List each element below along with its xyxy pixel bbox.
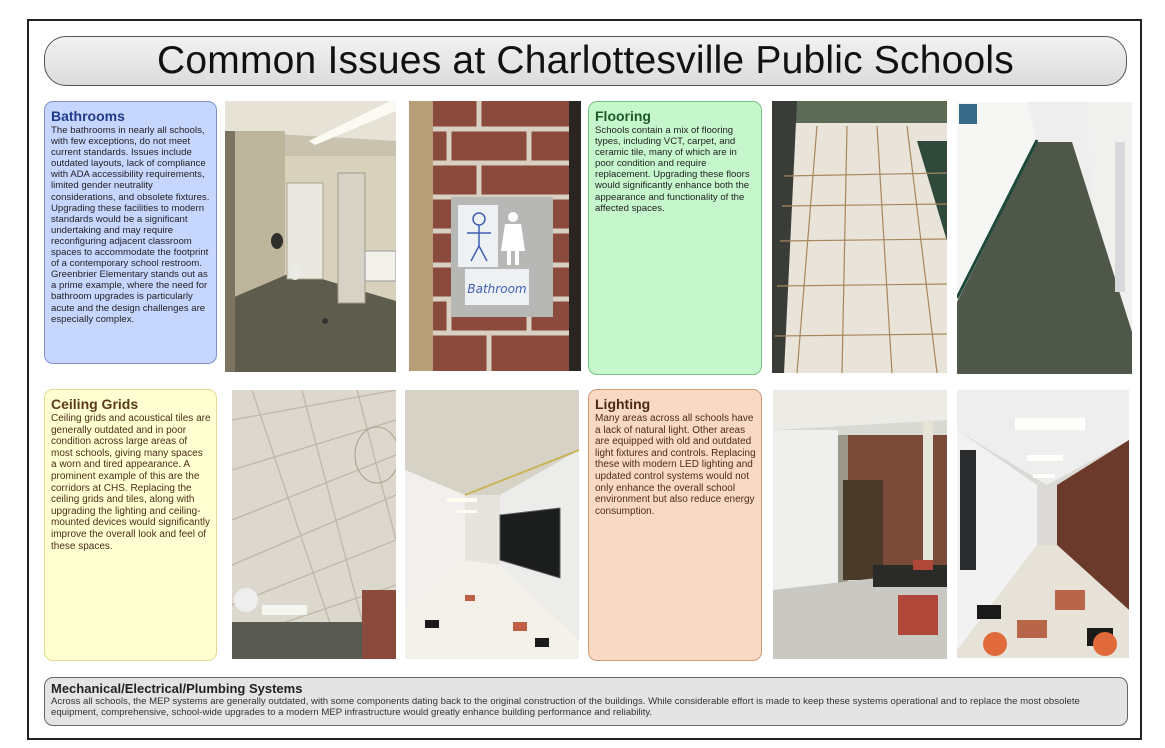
lighting-body: Many areas across all schools have a lack of natural light. Other areas are equipped with old and outdated light fixtures and controls. Replacing these with modern LED lighting and updated control systems would not only enhance the overall school environment but also reduce energy consumption. — [595, 413, 756, 517]
photo-tile-floor — [772, 101, 947, 373]
lighting-card — [588, 389, 762, 661]
bathrooms-heading: Bathrooms — [51, 108, 125, 124]
mep-heading: Mechanical/Electrical/Plumbing Systems — [51, 681, 303, 696]
flooring-heading: Flooring — [595, 108, 651, 124]
photo-bathroom-sign — [409, 101, 581, 371]
photo-ceiling-tiles — [232, 390, 396, 659]
page-title: Common Issues at Charlottesville Public Schools — [157, 39, 1014, 82]
lighting-heading: Lighting — [595, 396, 651, 412]
title-banner — [44, 36, 1127, 86]
photo-carpet-corridor — [957, 102, 1132, 374]
photo-tile-hallway — [957, 390, 1129, 658]
photo-classroom-lighting — [773, 390, 947, 659]
flooring-card — [588, 101, 762, 375]
mep-body: Across all schools, the MEP systems are generally outdated, with some components dating back to the original construction of the buildings. While considerable effort is made to keep these systems operational and to replace the most obsolete equipment, comprehensive, school-wide upgrades to a modern MEP infrastructure would greatly enhance building performance and reliability. — [51, 696, 1080, 718]
ceiling-grids-body: Ceiling grids and acoustical tiles are generally outdated and in poor condition across large areas of most schools, giving many spaces a worn and tired appearance. A prominent example of this are the corridors at CHS. Replacing the ceiling grids and tiles, along with upgrading the lighting and ceiling-mounted devices would significantly improve the overall look and feel of these spaces. — [51, 413, 211, 552]
bathroom-sign-text: Bathroom — [467, 282, 527, 296]
photo-restroom-stalls — [225, 101, 396, 372]
ceiling-grids-heading: Ceiling Grids — [51, 396, 139, 412]
flooring-body: Schools contain a mix of flooring types, including VCT, carpet, and ceramic tile, many of which are in poor condition and require replacement. Upgrading these floors would significantly enhance both the appearance and functionality of the affected spaces. — [595, 125, 750, 214]
bathrooms-body-2: Greenbrier Elementary stands out as a prime example, where the need for bathroom upgrades is particularly acute and the design challenges are especially complex. — [51, 269, 208, 325]
bathrooms-card — [44, 101, 217, 364]
mep-section — [44, 677, 1128, 726]
bathrooms-body: The bathrooms in nearly all schools, with few exceptions, do not meet current standards. Issues include outdated layouts, lack of compliance with ADA accessibility requirements, limited gender neutrality considerations, and obsolete fixtures. Upgrading these facilities to modern standards would be a significant undertaking and may require reconfiguring adjacent classroom spaces to accommodate the footprint of a contemporary school restroom. — [51, 125, 210, 270]
ceiling-grids-card — [44, 389, 217, 661]
photo-chs-corridor — [405, 390, 579, 659]
